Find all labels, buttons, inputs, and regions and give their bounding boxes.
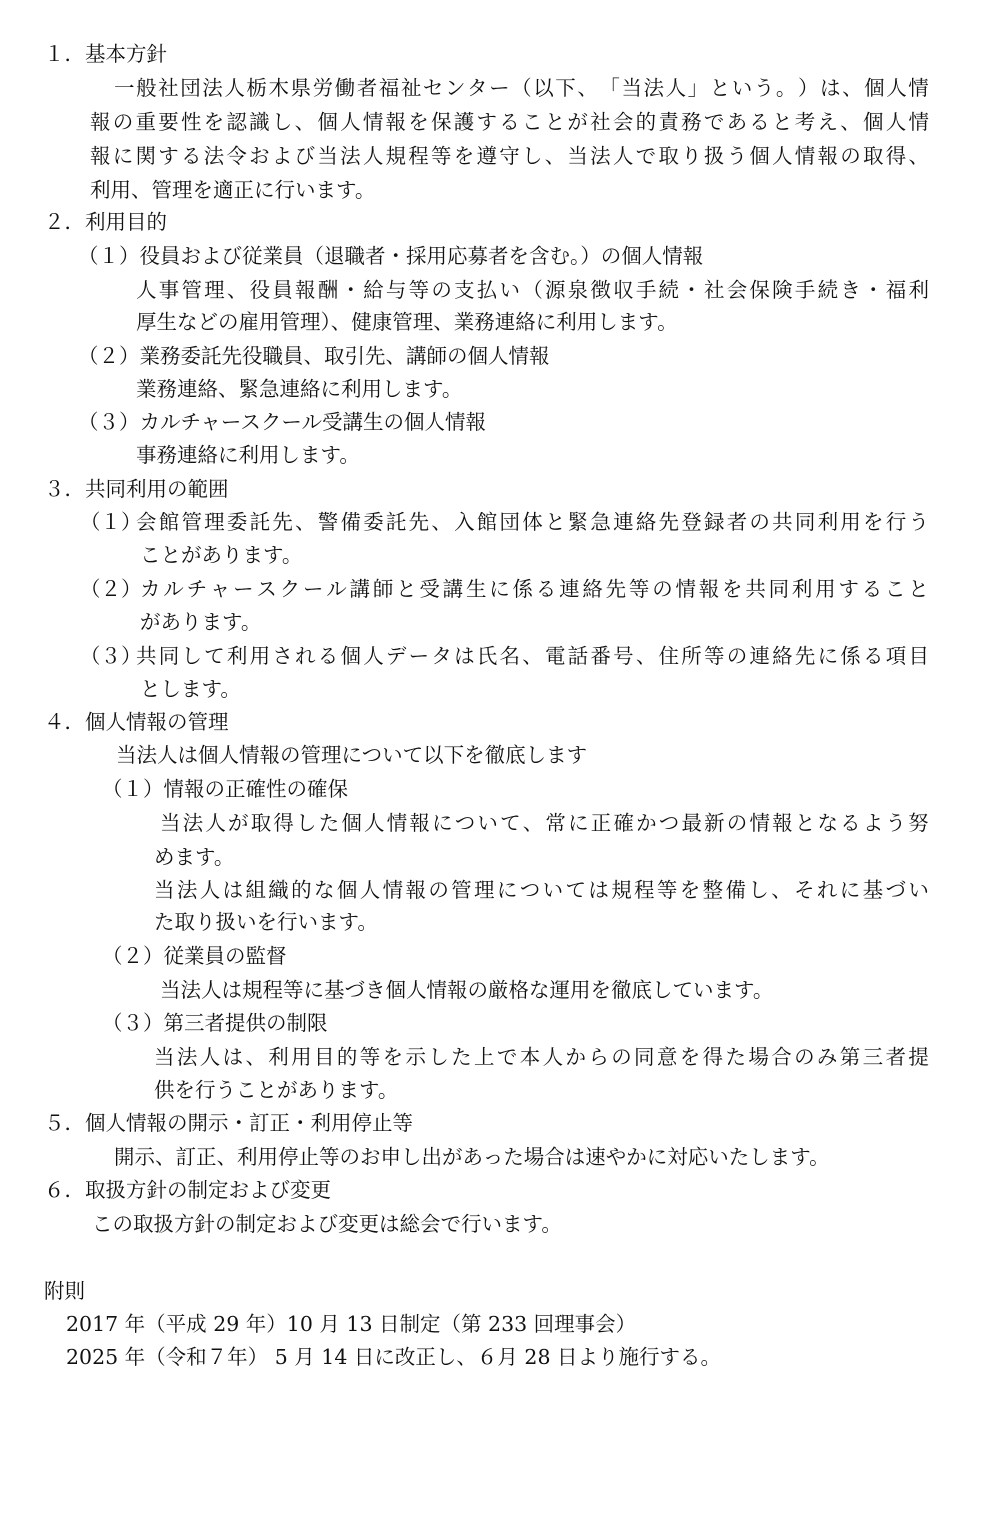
section-title: 個人情報の開示・訂正・利用停止等	[85, 1111, 413, 1135]
item-label: （１）	[80, 510, 142, 534]
item-heading: （１）役員および従業員（退職者・採用応募者を含む。）の個人情報	[78, 244, 704, 268]
item-heading: （３）第三者提供の制限	[102, 1011, 328, 1035]
item-text-line: 会 館 管 理 委 託 先 、 警 備 委 託 先 、 入 館 団 体 と 緊 急 連 絡 先 登 録 者 の 共 同 利 用 を 行 う	[136, 510, 929, 534]
section-number: ３．	[44, 477, 85, 501]
section-6-heading	[44, 1174, 331, 1206]
item-text-line: 当法人は規程等に基づき個人情報の厳格な運用を徹底しています。	[160, 978, 774, 1002]
item-text-line: カ ル チ ャ ー ス ク ー ル 講 師 と 受 講 生 に 係 る 連 絡 先 等 の 情 報 を 共 同 利 用 す る こ と	[140, 577, 929, 601]
section-4-heading	[44, 706, 229, 738]
section-intro: 当法人は個人情報の管理について以下を徹底します	[116, 743, 588, 767]
item-text-line: 業務連絡、緊急連絡に利用します。	[136, 377, 463, 401]
item-label: （３）	[102, 1011, 164, 1035]
item-label: （１）	[78, 244, 140, 268]
section-number: ６．	[44, 1178, 85, 1202]
section-5-heading	[44, 1107, 413, 1139]
supplementary-line: 2017 年（平成 29 年）10 月 13 日制定（第 233 回理事会）	[66, 1312, 637, 1336]
paragraph-line: 報 の 重 要 性 を 認 識 し 、 個 人 情 報 を 保 護 す る こ と が 社 会 的 責 務 で あ る と 考 え 、 個 人 情	[90, 110, 929, 134]
section-number: ２．	[44, 210, 85, 234]
item-heading: （２）従業員の監督	[102, 944, 287, 968]
item-text-line: た取り扱いを行います。	[154, 910, 378, 934]
item-text-line: 厚生などの雇用管理）、健康管理、業務連絡に利用します。	[136, 310, 678, 334]
item-text-line: 共 同 し て 利 用 さ れ る 個 人 デ ー タ は 氏 名 、 電 話 番 号 、 住 所 等 の 連 絡 先 に 係 る 項 目	[136, 644, 929, 668]
item-text-line: 当 法 人 が 取 得 し た 個 人 情 報 に つ い て 、 常 に 正 確 か つ 最 新 の 情 報 と な る よ う 努	[160, 811, 929, 835]
item-heading: （３）カルチャースクール受講生の個人情報	[78, 410, 486, 434]
item-heading: （１）情報の正確性の確保	[102, 777, 348, 801]
section-1-heading	[44, 38, 167, 70]
item-label: （３）	[80, 644, 142, 668]
paragraph-line: 報 に 関 す る 法 令 お よ び 当 法 人 規 程 等 を 遵 守 し 、 当 法 人 で 取 り 扱 う 個 人 情 報 の 取 得 、	[90, 144, 929, 168]
item-heading: （２）業務委託先役職員、取引先、講師の個人情報	[78, 344, 550, 368]
item-text-line: 人 事 管 理 、 役 員 報 酬 ・ 給 与 等 の 支 払 い （ 源 泉 徴 収 手 続 ・ 社 会 保 険 手 続 き ・ 福 利	[136, 278, 929, 302]
section-title: 個人情報の管理	[85, 710, 229, 734]
paragraph-line: 開示、訂正、利用停止等のお申し出があった場合は速やかに対応いたします。	[114, 1145, 830, 1169]
paragraph-line: 一 般 社 団 法 人 栃 木 県 労 働 者 福 祉 セ ン タ ー （ 以 下 、 「 当 法 人 」 と い う 。 ） は 、 個 人 情	[114, 76, 929, 100]
section-title: 利用目的	[85, 210, 167, 234]
section-2-heading	[44, 206, 167, 238]
section-title: 共同利用の範囲	[85, 477, 229, 501]
section-title: 取扱方針の制定および変更	[85, 1178, 331, 1202]
paragraph-line: この取扱方針の制定および変更は総会で行います。	[92, 1212, 562, 1236]
section-number: １．	[44, 42, 85, 66]
section-number: ５．	[44, 1111, 85, 1135]
item-text-line: があります。	[140, 610, 262, 634]
item-text-line: めます。	[154, 845, 235, 869]
section-title: 基本方針	[85, 42, 167, 66]
item-label: （３）	[78, 410, 140, 434]
item-label: （２）	[78, 344, 140, 368]
supplementary-title: 附則	[44, 1279, 85, 1303]
item-text-line: 当 法 人 は 組 織 的 な 個 人 情 報 の 管 理 に つ い て は 規 程 等 を 整 備 し 、 そ れ に 基 づ い	[154, 878, 929, 902]
item-label: （１）	[102, 777, 164, 801]
supplementary-line: 2025 年（令和７年） 5 月 14 日に改正し、６月 28 日より施行する。	[66, 1345, 721, 1369]
section-3-heading	[44, 473, 229, 505]
item-label: （２）	[80, 577, 142, 601]
item-text-line: ことがあります。	[140, 543, 303, 567]
item-label: （２）	[102, 944, 164, 968]
item-text-line: とします。	[140, 677, 241, 701]
item-text-line: 事務連絡に利用します。	[136, 443, 360, 467]
item-text-line: 供を行うことがあります。	[154, 1078, 399, 1102]
paragraph-line: 利用、管理を適正に行います。	[90, 178, 376, 202]
item-text-line: 当 法 人 は 、 利 用 目 的 等 を 示 し た 上 で 本 人 か ら の 同 意 を 得 た 場 合 の み 第 三 者 提	[154, 1045, 929, 1069]
section-number: ４．	[44, 710, 85, 734]
